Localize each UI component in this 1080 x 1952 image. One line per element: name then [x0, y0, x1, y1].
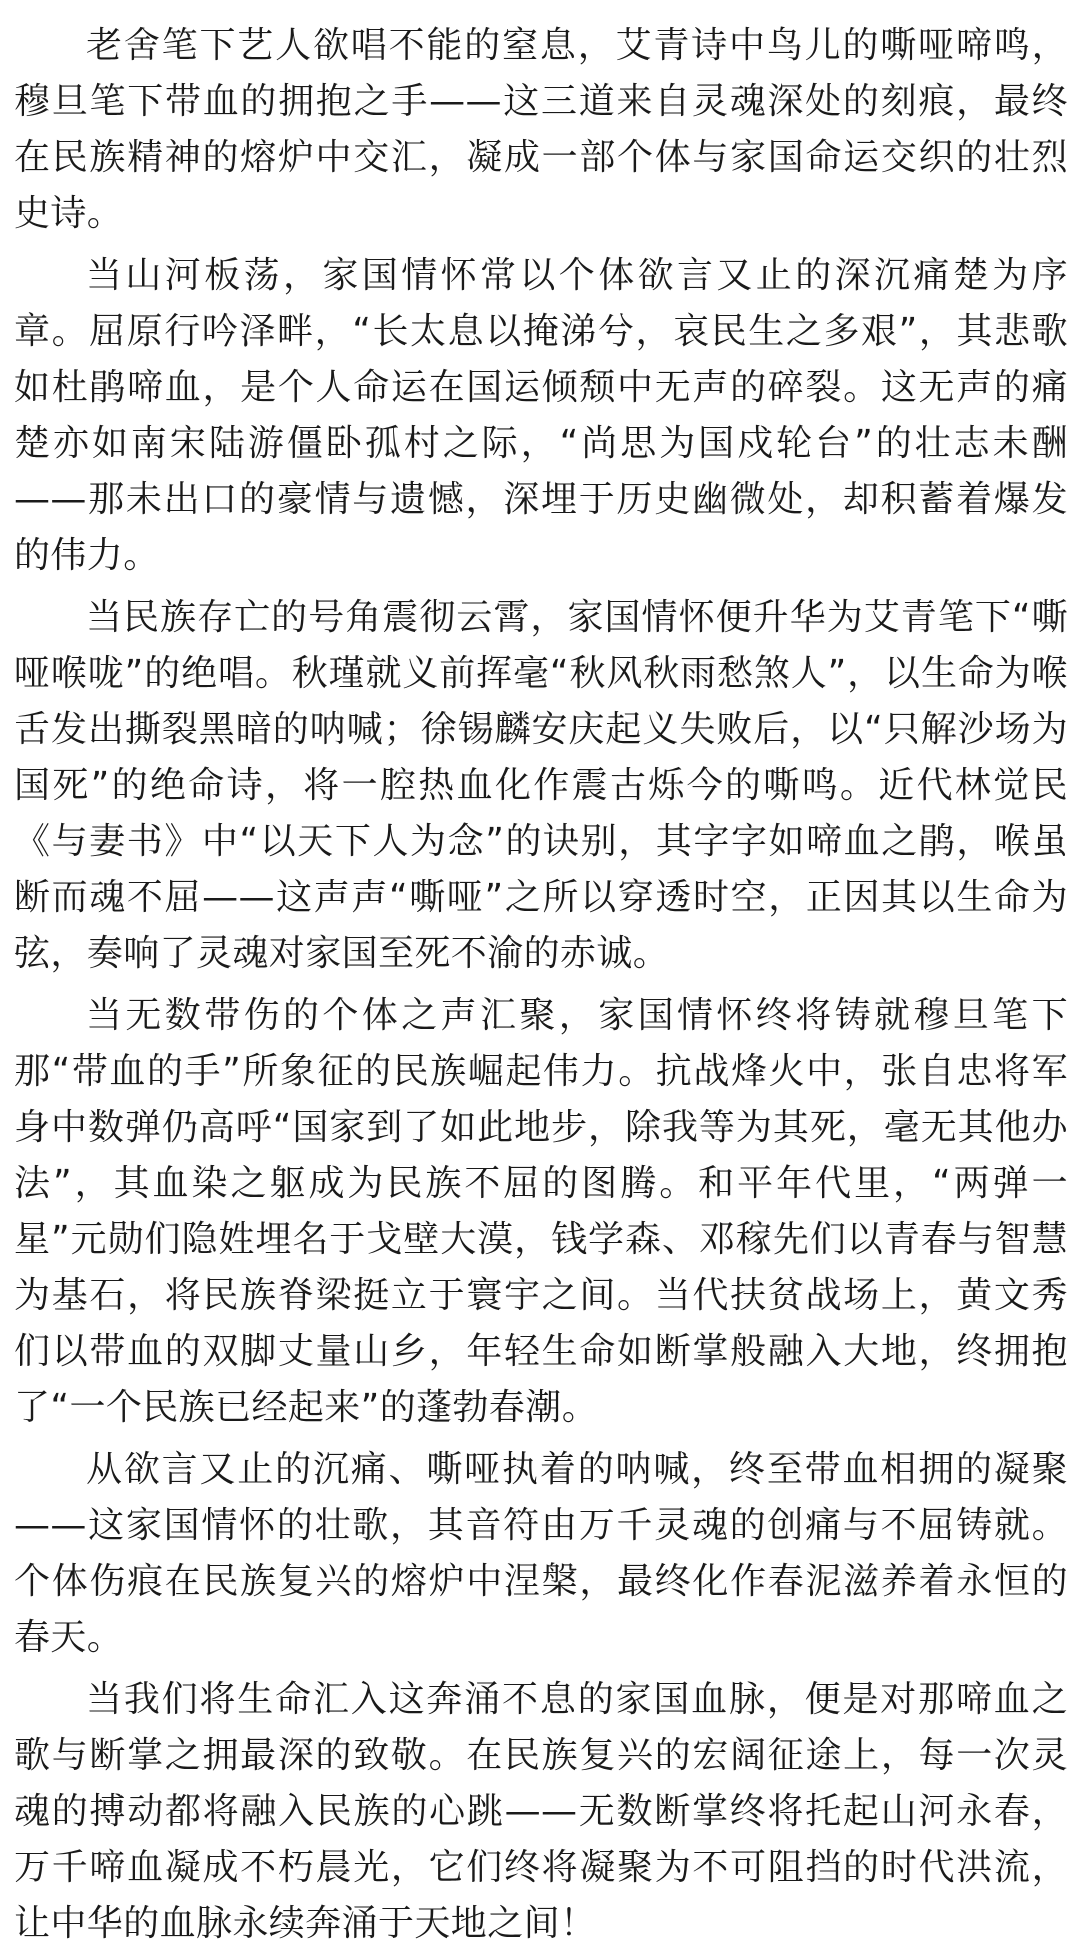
paragraph-5: 从欲言又止的沉痛、嘶哑执着的呐喊，终至带血相拥的凝聚——这家国情怀的壮歌，其音符由万千灵魂的创痛与不屈铸就。个体伤痕在民族复兴的熔炉中涅槃，最终化作春泥滋养着永恒的春天。 — [14, 1449, 1068, 1658]
paragraph-3: 当民族存亡的号角震彻云霄，家国情怀便升华为艾青笔下“嘶哑喉咙”的绝唱。秋瑾就义前挥毫“秋风秋雨愁煞人”，以生命为喉舌发出撕裂黑暗的呐喊；徐锡麟安庆起义失败后，以“只解沙场为国死”的绝命诗，将一腔热血化作震古烁今的嘶鸣。近代林觉民《与妻书》中“以天下人为念”的诀别，其字字如啼血之鹃，喉虽断而魂不屈——这声声“嘶哑”之所以穿透时空，正因其以生命为弦，奏响了灵魂对家国至死不渝的赤诚。 — [14, 597, 1068, 974]
paragraph-2: 当山河板荡，家国情怀常以个体欲言又止的深沉痛楚为序章。屈原行吟泽畔，“长太息以掩涕兮，哀民生之多艰”，其悲歌如杜鹃啼血，是个人命运在国运倾颓中无声的碎裂。这无声的痛楚亦如南宋陆游僵卧孤村之际，“尚思为国戍轮台”的壮志未酬——那未出口的豪情与遗憾，深埋于历史幽微处，却积蓄着爆发的伟力。 — [14, 255, 1068, 576]
paragraph-4: 当无数带伤的个体之声汇聚，家国情怀终将铸就穆旦笔下那“带血的手”所象征的民族崛起伟力。抗战烽火中，张自忠将军身中数弹仍高呼“国家到了如此地步，除我等为其死，毫无其他办法”，其血染之躯成为民族不屈的图腾。和平年代里，“两弹一星”元勋们隐姓埋名于戈壁大漠，钱学森、邓稼先们以青春与智慧为基石，将民族脊梁挺立于寰宇之间。当代扶贫战场上，黄文秀们以带血的双脚丈量山乡，年轻生命如断掌般融入大地，终拥抱了“一个民族已经起来”的蓬勃春潮。 — [14, 995, 1068, 1428]
paragraph-1: 老舍笔下艺人欲唱不能的窒息，艾青诗中鸟儿的嘶哑啼鸣，穆旦笔下带血的拥抱之手——这三道来自灵魂深处的刻痕，最终在民族精神的熔炉中交汇，凝成一部个体与家国命运交织的壮烈史诗。 — [14, 25, 1068, 234]
paragraph-6: 当我们将生命汇入这奔涌不息的家国血脉，便是对那啼血之歌与断掌之拥最深的致敬。在民族复兴的宏阔征途上，每一次灵魂的搏动都将融入民族的心跳——无数断掌终将托起山河永春，万千啼血凝成不朽晨光，它们终将凝聚为不可阻挡的时代洪流，让中华的血脉永续奔涌于天地之间！ — [14, 1679, 1068, 1944]
